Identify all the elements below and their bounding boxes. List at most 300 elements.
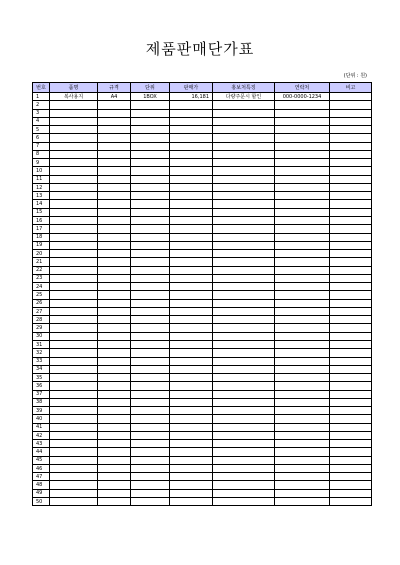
promo-feature-cell[interactable] [213, 398, 275, 406]
promo-feature-cell[interactable] [213, 134, 275, 142]
spec-cell[interactable] [98, 142, 131, 150]
promo-feature-cell[interactable] [213, 349, 275, 357]
unit-cell[interactable] [131, 167, 170, 175]
promo-feature-cell[interactable] [213, 109, 275, 117]
remarks-cell[interactable] [330, 324, 372, 332]
number-cell[interactable]: 23 [33, 274, 50, 282]
promo-feature-cell[interactable] [213, 415, 275, 423]
product-name-cell[interactable] [50, 481, 98, 489]
product-name-cell[interactable] [50, 266, 98, 274]
product-name-cell[interactable] [50, 382, 98, 390]
contact-cell[interactable] [275, 283, 330, 291]
promo-feature-cell[interactable] [213, 440, 275, 448]
promo-feature-cell[interactable] [213, 498, 275, 506]
remarks-cell[interactable] [330, 365, 372, 373]
spec-cell[interactable] [98, 134, 131, 142]
number-cell[interactable]: 43 [33, 440, 50, 448]
promo-feature-cell[interactable] [213, 175, 275, 183]
product-name-cell[interactable] [50, 456, 98, 464]
promo-feature-cell[interactable] [213, 117, 275, 125]
unit-cell[interactable] [131, 349, 170, 357]
product-name-cell[interactable] [50, 464, 98, 472]
sale-price-cell[interactable] [170, 233, 213, 241]
spec-cell[interactable] [98, 109, 131, 117]
number-cell[interactable]: 3 [33, 109, 50, 117]
sale-price-cell[interactable] [170, 250, 213, 258]
contact-cell[interactable] [275, 340, 330, 348]
remarks-cell[interactable] [330, 415, 372, 423]
unit-cell[interactable] [131, 159, 170, 167]
spec-cell[interactable] [98, 464, 131, 472]
spec-cell[interactable] [98, 390, 131, 398]
promo-feature-cell[interactable] [213, 167, 275, 175]
remarks-cell[interactable] [330, 489, 372, 497]
unit-cell[interactable] [131, 192, 170, 200]
contact-cell[interactable] [275, 101, 330, 109]
remarks-cell[interactable] [330, 266, 372, 274]
unit-cell[interactable] [131, 340, 170, 348]
spec-cell[interactable] [98, 448, 131, 456]
number-cell[interactable]: 4 [33, 117, 50, 125]
number-cell[interactable]: 39 [33, 407, 50, 415]
spec-cell[interactable] [98, 150, 131, 158]
number-cell[interactable]: 45 [33, 456, 50, 464]
sale-price-cell[interactable] [170, 332, 213, 340]
sale-price-cell[interactable] [170, 283, 213, 291]
spec-cell[interactable] [98, 159, 131, 167]
product-name-cell[interactable] [50, 167, 98, 175]
number-cell[interactable]: 9 [33, 159, 50, 167]
sale-price-cell[interactable] [170, 365, 213, 373]
spec-cell[interactable] [98, 398, 131, 406]
contact-cell[interactable] [275, 117, 330, 125]
unit-cell[interactable] [131, 200, 170, 208]
promo-feature-cell[interactable] [213, 423, 275, 431]
spec-cell[interactable] [98, 440, 131, 448]
spec-cell[interactable] [98, 241, 131, 249]
number-cell[interactable]: 1 [33, 93, 50, 101]
sale-price-cell[interactable] [170, 258, 213, 266]
spec-cell[interactable] [98, 208, 131, 216]
contact-cell[interactable] [275, 299, 330, 307]
sale-price-cell[interactable] [170, 117, 213, 125]
unit-cell[interactable] [131, 423, 170, 431]
number-cell[interactable]: 29 [33, 324, 50, 332]
number-cell[interactable]: 38 [33, 398, 50, 406]
sale-price-cell[interactable] [170, 357, 213, 365]
product-name-cell[interactable] [50, 183, 98, 191]
promo-feature-cell[interactable] [213, 250, 275, 258]
promo-feature-cell[interactable] [213, 299, 275, 307]
unit-cell[interactable] [131, 101, 170, 109]
unit-cell[interactable] [131, 225, 170, 233]
contact-cell[interactable] [275, 126, 330, 134]
remarks-cell[interactable] [330, 407, 372, 415]
product-name-cell[interactable] [50, 200, 98, 208]
contact-cell[interactable] [275, 316, 330, 324]
product-name-cell[interactable] [50, 415, 98, 423]
promo-feature-cell[interactable] [213, 316, 275, 324]
contact-cell[interactable]: 000-0000-1234 [275, 93, 330, 101]
unit-cell[interactable] [131, 448, 170, 456]
product-name-cell[interactable] [50, 473, 98, 481]
spec-cell[interactable] [98, 365, 131, 373]
number-cell[interactable]: 36 [33, 382, 50, 390]
sale-price-cell[interactable] [170, 349, 213, 357]
contact-cell[interactable] [275, 431, 330, 439]
remarks-cell[interactable] [330, 481, 372, 489]
contact-cell[interactable] [275, 208, 330, 216]
remarks-cell[interactable] [330, 357, 372, 365]
product-name-cell[interactable] [50, 274, 98, 282]
number-cell[interactable]: 26 [33, 299, 50, 307]
unit-cell[interactable] [131, 183, 170, 191]
contact-cell[interactable] [275, 258, 330, 266]
product-name-cell[interactable] [50, 431, 98, 439]
promo-feature-cell[interactable] [213, 283, 275, 291]
promo-feature-cell[interactable] [213, 241, 275, 249]
promo-feature-cell[interactable] [213, 448, 275, 456]
spec-cell[interactable] [98, 431, 131, 439]
contact-cell[interactable] [275, 134, 330, 142]
sale-price-cell[interactable] [170, 382, 213, 390]
number-cell[interactable]: 10 [33, 167, 50, 175]
spec-cell[interactable] [98, 167, 131, 175]
product-name-cell[interactable] [50, 398, 98, 406]
contact-cell[interactable] [275, 192, 330, 200]
sale-price-cell[interactable] [170, 324, 213, 332]
sale-price-cell[interactable] [170, 415, 213, 423]
unit-cell[interactable] [131, 241, 170, 249]
remarks-cell[interactable] [330, 167, 372, 175]
unit-cell[interactable] [131, 134, 170, 142]
promo-feature-cell[interactable] [213, 208, 275, 216]
remarks-cell[interactable] [330, 126, 372, 134]
product-name-cell[interactable] [50, 233, 98, 241]
unit-cell[interactable] [131, 431, 170, 439]
number-cell[interactable]: 40 [33, 415, 50, 423]
promo-feature-cell[interactable] [213, 126, 275, 134]
contact-cell[interactable] [275, 175, 330, 183]
spec-cell[interactable] [98, 126, 131, 134]
remarks-cell[interactable] [330, 117, 372, 125]
product-name-cell[interactable] [50, 332, 98, 340]
contact-cell[interactable] [275, 398, 330, 406]
remarks-cell[interactable] [330, 390, 372, 398]
spec-cell[interactable] [98, 357, 131, 365]
promo-feature-cell[interactable] [213, 307, 275, 315]
promo-feature-cell[interactable] [213, 390, 275, 398]
sale-price-cell[interactable] [170, 241, 213, 249]
product-name-cell[interactable] [50, 299, 98, 307]
contact-cell[interactable] [275, 382, 330, 390]
number-cell[interactable]: 20 [33, 250, 50, 258]
number-cell[interactable]: 22 [33, 266, 50, 274]
product-name-cell[interactable] [50, 101, 98, 109]
promo-feature-cell[interactable] [213, 159, 275, 167]
promo-feature-cell[interactable] [213, 274, 275, 282]
remarks-cell[interactable] [330, 349, 372, 357]
remarks-cell[interactable] [330, 274, 372, 282]
unit-cell[interactable] [131, 440, 170, 448]
sale-price-cell[interactable] [170, 225, 213, 233]
spec-cell[interactable] [98, 216, 131, 224]
remarks-cell[interactable] [330, 258, 372, 266]
number-cell[interactable]: 48 [33, 481, 50, 489]
promo-feature-cell[interactable] [213, 183, 275, 191]
sale-price-cell[interactable] [170, 299, 213, 307]
unit-cell[interactable] [131, 382, 170, 390]
unit-cell[interactable] [131, 258, 170, 266]
unit-cell[interactable] [131, 415, 170, 423]
remarks-cell[interactable] [330, 134, 372, 142]
promo-feature-cell[interactable] [213, 357, 275, 365]
promo-feature-cell[interactable] [213, 101, 275, 109]
remarks-cell[interactable] [330, 382, 372, 390]
unit-cell[interactable] [131, 126, 170, 134]
spec-cell[interactable] [98, 274, 131, 282]
number-cell[interactable]: 8 [33, 150, 50, 158]
sale-price-cell[interactable] [170, 183, 213, 191]
number-cell[interactable]: 30 [33, 332, 50, 340]
sale-price-cell[interactable] [170, 175, 213, 183]
number-cell[interactable]: 42 [33, 431, 50, 439]
spec-cell[interactable] [98, 456, 131, 464]
number-cell[interactable]: 46 [33, 464, 50, 472]
sale-price-cell[interactable] [170, 159, 213, 167]
unit-cell[interactable] [131, 357, 170, 365]
spec-cell[interactable] [98, 415, 131, 423]
number-cell[interactable]: 50 [33, 498, 50, 506]
remarks-cell[interactable] [330, 192, 372, 200]
promo-feature-cell[interactable] [213, 374, 275, 382]
number-cell[interactable]: 44 [33, 448, 50, 456]
product-name-cell[interactable] [50, 291, 98, 299]
number-cell[interactable]: 49 [33, 489, 50, 497]
remarks-cell[interactable] [330, 299, 372, 307]
number-cell[interactable]: 7 [33, 142, 50, 150]
contact-cell[interactable] [275, 291, 330, 299]
product-name-cell[interactable] [50, 349, 98, 357]
contact-cell[interactable] [275, 241, 330, 249]
promo-feature-cell[interactable] [213, 291, 275, 299]
contact-cell[interactable] [275, 200, 330, 208]
contact-cell[interactable] [275, 473, 330, 481]
unit-cell[interactable] [131, 407, 170, 415]
promo-feature-cell[interactable] [213, 225, 275, 233]
contact-cell[interactable] [275, 274, 330, 282]
sale-price-cell[interactable] [170, 316, 213, 324]
contact-cell[interactable] [275, 374, 330, 382]
product-name-cell[interactable] [50, 258, 98, 266]
contact-cell[interactable] [275, 365, 330, 373]
contact-cell[interactable] [275, 498, 330, 506]
sale-price-cell[interactable] [170, 448, 213, 456]
contact-cell[interactable] [275, 464, 330, 472]
sale-price-cell[interactable] [170, 390, 213, 398]
product-name-cell[interactable] [50, 159, 98, 167]
sale-price-cell[interactable] [170, 291, 213, 299]
sale-price-cell[interactable] [170, 150, 213, 158]
spec-cell[interactable] [98, 473, 131, 481]
remarks-cell[interactable] [330, 374, 372, 382]
spec-cell[interactable] [98, 349, 131, 357]
product-name-cell[interactable] [50, 109, 98, 117]
contact-cell[interactable] [275, 357, 330, 365]
unit-cell[interactable] [131, 332, 170, 340]
number-cell[interactable]: 11 [33, 175, 50, 183]
unit-cell[interactable] [131, 266, 170, 274]
unit-cell[interactable] [131, 365, 170, 373]
promo-feature-cell[interactable] [213, 233, 275, 241]
number-cell[interactable]: 5 [33, 126, 50, 134]
product-name-cell[interactable] [50, 241, 98, 249]
promo-feature-cell[interactable] [213, 456, 275, 464]
product-name-cell[interactable] [50, 117, 98, 125]
remarks-cell[interactable] [330, 398, 372, 406]
number-cell[interactable]: 34 [33, 365, 50, 373]
remarks-cell[interactable] [330, 464, 372, 472]
spec-cell[interactable] [98, 307, 131, 315]
unit-cell[interactable] [131, 283, 170, 291]
number-cell[interactable]: 14 [33, 200, 50, 208]
product-name-cell[interactable] [50, 283, 98, 291]
unit-cell[interactable] [131, 464, 170, 472]
spec-cell[interactable] [98, 423, 131, 431]
unit-cell[interactable] [131, 324, 170, 332]
spec-cell[interactable] [98, 117, 131, 125]
product-name-cell[interactable] [50, 407, 98, 415]
product-name-cell[interactable] [50, 216, 98, 224]
product-name-cell[interactable] [50, 357, 98, 365]
promo-feature-cell[interactable] [213, 150, 275, 158]
contact-cell[interactable] [275, 225, 330, 233]
spec-cell[interactable] [98, 299, 131, 307]
sale-price-cell[interactable] [170, 481, 213, 489]
number-cell[interactable]: 15 [33, 208, 50, 216]
sale-price-cell[interactable] [170, 167, 213, 175]
remarks-cell[interactable] [330, 340, 372, 348]
number-cell[interactable]: 28 [33, 316, 50, 324]
spec-cell[interactable] [98, 192, 131, 200]
spec-cell[interactable] [98, 266, 131, 274]
contact-cell[interactable] [275, 332, 330, 340]
sale-price-cell[interactable] [170, 142, 213, 150]
unit-cell[interactable] [131, 109, 170, 117]
promo-feature-cell[interactable] [213, 473, 275, 481]
spec-cell[interactable] [98, 324, 131, 332]
number-cell[interactable]: 21 [33, 258, 50, 266]
contact-cell[interactable] [275, 250, 330, 258]
remarks-cell[interactable] [330, 423, 372, 431]
product-name-cell[interactable] [50, 126, 98, 134]
remarks-cell[interactable] [330, 216, 372, 224]
remarks-cell[interactable] [330, 307, 372, 315]
number-cell[interactable]: 16 [33, 216, 50, 224]
unit-cell[interactable] [131, 250, 170, 258]
remarks-cell[interactable] [330, 431, 372, 439]
number-cell[interactable]: 17 [33, 225, 50, 233]
contact-cell[interactable] [275, 440, 330, 448]
promo-feature-cell[interactable] [213, 431, 275, 439]
spec-cell[interactable] [98, 407, 131, 415]
product-name-cell[interactable] [50, 324, 98, 332]
number-cell[interactable]: 47 [33, 473, 50, 481]
spec-cell[interactable] [98, 283, 131, 291]
remarks-cell[interactable] [330, 208, 372, 216]
remarks-cell[interactable] [330, 283, 372, 291]
promo-feature-cell[interactable] [213, 481, 275, 489]
sale-price-cell[interactable] [170, 101, 213, 109]
number-cell[interactable]: 18 [33, 233, 50, 241]
number-cell[interactable]: 19 [33, 241, 50, 249]
spec-cell[interactable] [98, 481, 131, 489]
spec-cell[interactable] [98, 316, 131, 324]
spec-cell[interactable] [98, 332, 131, 340]
sale-price-cell[interactable] [170, 398, 213, 406]
product-name-cell[interactable] [50, 448, 98, 456]
number-cell[interactable]: 2 [33, 101, 50, 109]
spec-cell[interactable] [98, 258, 131, 266]
spec-cell[interactable] [98, 382, 131, 390]
spec-cell[interactable] [98, 374, 131, 382]
remarks-cell[interactable] [330, 250, 372, 258]
promo-feature-cell[interactable] [213, 258, 275, 266]
spec-cell[interactable] [98, 101, 131, 109]
product-name-cell[interactable] [50, 423, 98, 431]
spec-cell[interactable] [98, 498, 131, 506]
promo-feature-cell[interactable] [213, 332, 275, 340]
spec-cell[interactable] [98, 183, 131, 191]
product-name-cell[interactable] [50, 142, 98, 150]
spec-cell[interactable] [98, 340, 131, 348]
sale-price-cell[interactable] [170, 274, 213, 282]
contact-cell[interactable] [275, 183, 330, 191]
contact-cell[interactable] [275, 481, 330, 489]
sale-price-cell[interactable] [170, 266, 213, 274]
remarks-cell[interactable] [330, 233, 372, 241]
contact-cell[interactable] [275, 390, 330, 398]
number-cell[interactable]: 37 [33, 390, 50, 398]
product-name-cell[interactable] [50, 192, 98, 200]
number-cell[interactable]: 32 [33, 349, 50, 357]
number-cell[interactable]: 25 [33, 291, 50, 299]
remarks-cell[interactable] [330, 498, 372, 506]
unit-cell[interactable] [131, 150, 170, 158]
sale-price-cell[interactable] [170, 126, 213, 134]
sale-price-cell[interactable] [170, 192, 213, 200]
remarks-cell[interactable] [330, 332, 372, 340]
promo-feature-cell[interactable] [213, 266, 275, 274]
remarks-cell[interactable] [330, 150, 372, 158]
unit-cell[interactable] [131, 374, 170, 382]
contact-cell[interactable] [275, 415, 330, 423]
remarks-cell[interactable] [330, 440, 372, 448]
product-name-cell[interactable] [50, 316, 98, 324]
number-cell[interactable]: 6 [33, 134, 50, 142]
product-name-cell[interactable] [50, 498, 98, 506]
unit-cell[interactable] [131, 117, 170, 125]
remarks-cell[interactable] [330, 241, 372, 249]
contact-cell[interactable] [275, 307, 330, 315]
number-cell[interactable]: 13 [33, 192, 50, 200]
unit-cell[interactable] [131, 473, 170, 481]
sale-price-cell[interactable] [170, 216, 213, 224]
remarks-cell[interactable] [330, 200, 372, 208]
remarks-cell[interactable] [330, 473, 372, 481]
contact-cell[interactable] [275, 233, 330, 241]
remarks-cell[interactable] [330, 225, 372, 233]
